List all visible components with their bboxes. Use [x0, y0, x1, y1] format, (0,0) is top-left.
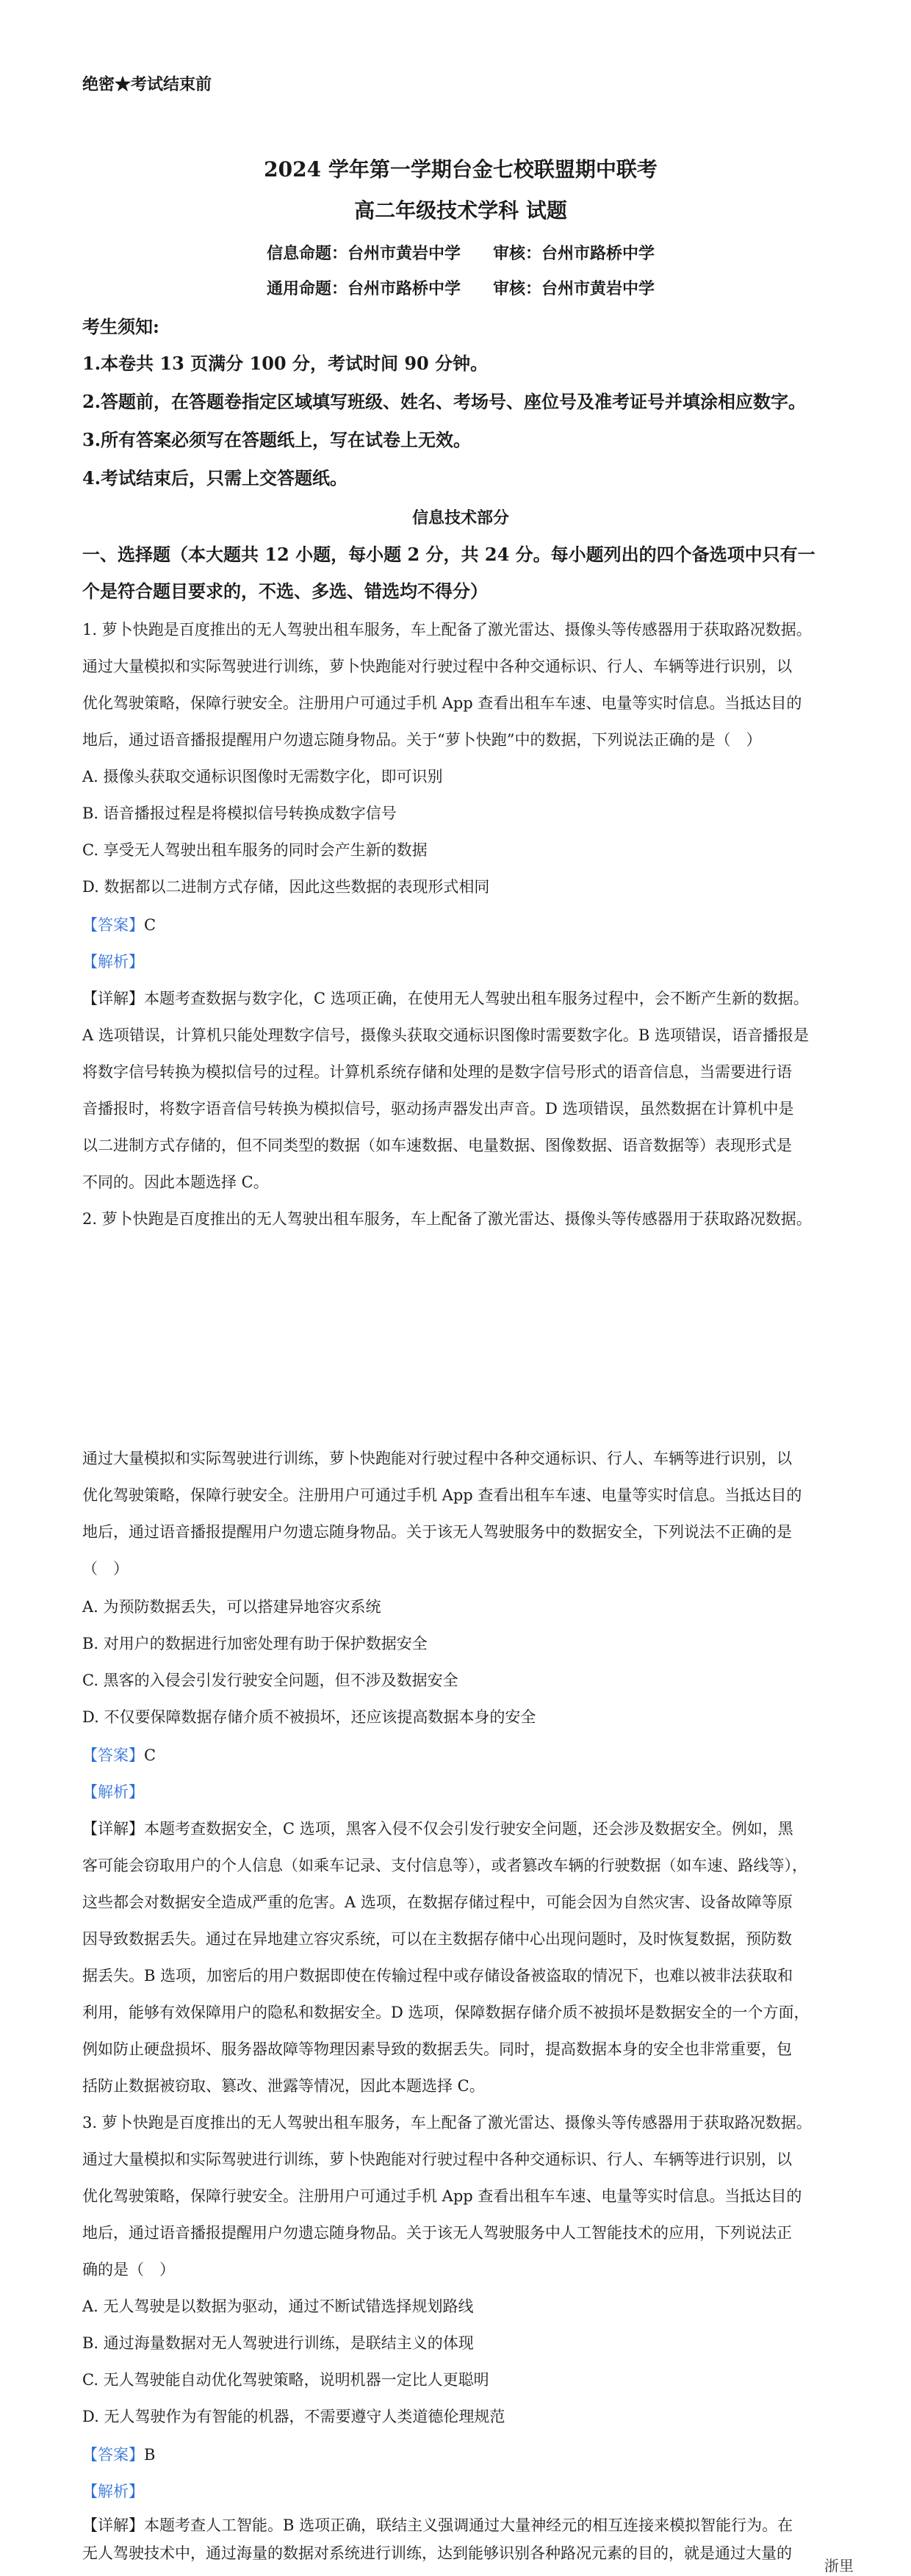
question-2-detail: 利用，能够有效保障用户的隐私和数据安全。D 选项，保障数据存储介质不被损坏是数据安全的一个方面，: [82, 2004, 810, 2021]
answer-value: B: [144, 2446, 156, 2464]
question-3-option: B. 通过海量数据对无人驾驶进行训练，是联结主义的体现: [82, 2334, 474, 2352]
answer-label: 【答案】: [82, 2446, 144, 2464]
question-3-text: 优化驾驶策略，保障行驶安全。注册用户可通过手机 App 查看出租车车速、电量等实时信息。当抵达目的: [82, 2187, 802, 2205]
question-3-answer: [82, 2444, 155, 2466]
question-2-option: A. 为预防数据丢失，可以搭建异地容灾系统: [82, 1598, 381, 1616]
question-1-detail: 【详解】本题考查数据与数字化，C 选项正确，在使用无人驾驶出租车服务过程中，会不断产生新的数据。: [82, 990, 809, 1007]
question-2-detail: 例如防止硬盘损坏、服务器故障等物理因素导致的数据丢失。同时，提高数据本身的安全也非常重要，包: [82, 2040, 792, 2058]
question-2-text: （ ）: [82, 1560, 129, 1577]
section-intro: 个是符合题目要求的，不选、多选、错选均不得分）: [82, 580, 488, 602]
exam-title: 2024 学年第一学期台金七校联盟期中联考: [264, 157, 658, 181]
question-3-option: C. 无人驾驶能自动优化驾驶策略，说明机器一定比人更聪明: [82, 2371, 489, 2389]
question-1-text: 通过大量模拟和实际驾驶进行训练，萝卜快跑能对行驶过程中各种交通标识、行人、车辆等进行识别，以: [82, 658, 792, 675]
question-2-text: 2. 萝卜快跑是百度推出的无人驾驶出租车服务，车上配备了激光雷达、摄像头等传感器用于获取路况数据。: [82, 1210, 812, 1228]
notice-item: 3.所有答案必须写在答题纸上，写在试卷上无效。: [82, 429, 472, 450]
question-1-detail: 音播报时，将数字语音信号转换为模拟信号，驱动扬声器发出声音。D 选项错误，虽然数据在计算机中是: [82, 1100, 794, 1118]
question-3-analysis-label: 【解析】: [82, 2483, 144, 2500]
credit-info: 信息命题：台州市黄岩中学 审核：台州市路桥中学: [266, 244, 655, 263]
answer-label: 【答案】: [82, 1746, 144, 1764]
question-1-answer: [82, 914, 156, 936]
section-title: 信息技术部分: [411, 508, 509, 528]
notice-item: 2.答题前，在答题卷指定区域填写班级、姓名、考场号、座位号及准考证号并填涂相应数字。: [82, 391, 807, 412]
question-2-option: C. 黑客的入侵会引发行驶安全问题，但不涉及数据安全: [82, 1672, 458, 1689]
question-2-option: B. 对用户的数据进行加密处理有助于保护数据安全: [82, 1635, 428, 1652]
question-2-detail: 因导致数据丢失。通过在异地建立容灾系统，可以在主数据存储中心出现问题时，及时恢复数据，预防数: [82, 1930, 792, 1948]
question-2-option: D. 不仅要保障数据存储介质不被损坏，还应该提高数据本身的安全: [82, 1708, 536, 1726]
question-3-detail: 无人驾驶技术中，通过海量的数据对系统进行训练，达到能够识别各种路况元素的目的，就是通过大量的: [82, 2544, 792, 2562]
question-2-detail: 这些都会对数据安全造成严重的危害。A 选项，在数据存储过程中，可能会因为自然灾害、设备故障等原: [82, 1893, 793, 1911]
question-3-text: 确的是（ ）: [82, 2261, 175, 2278]
question-1-detail: 将数字信号转换为模拟信号的过程。计算机系统存储和处理的是数字信号形式的语音信息，当需要进行语: [82, 1063, 792, 1081]
question-2-detail: 据丢失。B 选项，加密后的用户数据即使在传输过程中或存储设备被盗取的情况下，也难以被非法获取和: [82, 1967, 793, 1985]
question-1-detail: 不同的。因此本题选择 C。: [82, 1173, 269, 1191]
question-2-detail: 括防止数据被窃取、篡改、泄露等情况，因此本题选择 C。: [82, 2077, 485, 2095]
notice-item: 1.本卷共 13 页满分 100 分，考试时间 90 分钟。: [82, 353, 489, 374]
question-2-answer: [82, 1744, 156, 1766]
question-1-analysis-label: 【解析】: [82, 953, 144, 971]
question-3-text: 3. 萝卜快跑是百度推出的无人驾驶出租车服务，车上配备了激光雷达、摄像头等传感器用于获取路况数据。: [82, 2114, 812, 2131]
notice-heading: 考生须知:: [82, 316, 159, 337]
question-2-detail: 【详解】本题考查数据安全，C 选项，黑客入侵不仅会引发行驶安全问题，还会涉及数据安全。例如，黑: [82, 1820, 793, 1838]
document-body: [82, 0, 839, 2576]
question-2-text: 通过大量模拟和实际驾驶进行训练，萝卜快跑能对行驶过程中各种交通标识、行人、车辆等进行识别，以: [82, 1450, 792, 1467]
question-1-option: C. 享受无人驾驶出租车服务的同时会产生新的数据: [82, 841, 428, 859]
question-2-text: 优化驾驶策略，保障行驶安全。注册用户可通过手机 App 查看出租车车速、电量等实时信息。当抵达目的: [82, 1486, 802, 1504]
answer-label: 【答案】: [82, 916, 144, 934]
question-3-text: 通过大量模拟和实际驾驶进行训练，萝卜快跑能对行驶过程中各种交通标识、行人、车辆等进行识别，以: [82, 2151, 792, 2168]
answer-value: C: [144, 1746, 156, 1764]
question-1-option: A. 摄像头获取交通标识图像时无需数字化，即可识别: [82, 768, 443, 785]
section-intro: 一、选择题（本大题共 12 小题，每小题 2 分，共 24 分。每小题列出的四个备选项中只有一: [82, 544, 815, 565]
notice-item: 4.考试结束后，只需上交答题纸。: [82, 467, 348, 489]
question-2-analysis-label: 【解析】: [82, 1783, 144, 1801]
question-1-text: 1. 萝卜快跑是百度推出的无人驾驶出租车服务，车上配备了激光雷达、摄像头等传感器用于获取路况数据。: [82, 621, 812, 638]
question-1-detail: 以二进制方式存储的，但不同类型的数据（如车速数据、电量数据、图像数据、语音数据等）表现形式是: [82, 1137, 792, 1154]
question-1-option: B. 语音播报过程是将模拟信号转换成数字信号: [82, 805, 397, 822]
answer-value: C: [144, 916, 156, 934]
question-1-detail: A 选项错误，计算机只能处理数字信号，摄像头获取交通标识图像时需要数字化。B 选项错误，语音播报是: [82, 1026, 809, 1044]
exam-subtitle: 高二年级技术学科 试题: [354, 198, 567, 223]
question-3-option: D. 无人驾驶作为有智能的机器，不需要遵守人类道德伦理规范: [82, 2408, 505, 2425]
page-footer: 浙里: [824, 2557, 854, 2575]
question-3-text: 地后，通过语音播报提醒用户勿遗忘随身物品。关于该无人驾驶服务中人工智能技术的应用，下列说法正: [82, 2224, 792, 2242]
question-1-text: 优化驾驶策略，保障行驶安全。注册用户可通过手机 App 查看出租车车速、电量等实时信息。当抵达目的: [82, 694, 802, 712]
question-1-text: 地后，通过语音播报提醒用户勿遗忘随身物品。关于“萝卜快跑”中的数据，下列说法正确的是（ ）: [82, 731, 762, 749]
question-2-text: 地后，通过语音播报提醒用户勿遗忘随身物品。关于该无人驾驶服务中的数据安全，下列说法不正确的是: [82, 1523, 792, 1541]
credit-general: 通用命题：台州市路桥中学 审核：台州市黄岩中学: [266, 279, 655, 298]
question-2-detail: 客可能会窃取用户的个人信息（如乘车记录、支付信息等），或者篡改车辆的行驶数据（如车速、路线等），: [82, 1857, 807, 1874]
question-3-detail: 【详解】本题考查人工智能。B 选项正确，联结主义强调通过大量神经元的相互连接来模拟智能行为。在: [82, 2516, 793, 2534]
question-1-option: D. 数据都以二进制方式存储，因此这些数据的表现形式相同: [82, 878, 490, 896]
question-3-option: A. 无人驾驶是以数据为驱动，通过不断试错选择规划路线: [82, 2298, 474, 2315]
secret-label: 绝密★考试结束前: [82, 75, 212, 94]
